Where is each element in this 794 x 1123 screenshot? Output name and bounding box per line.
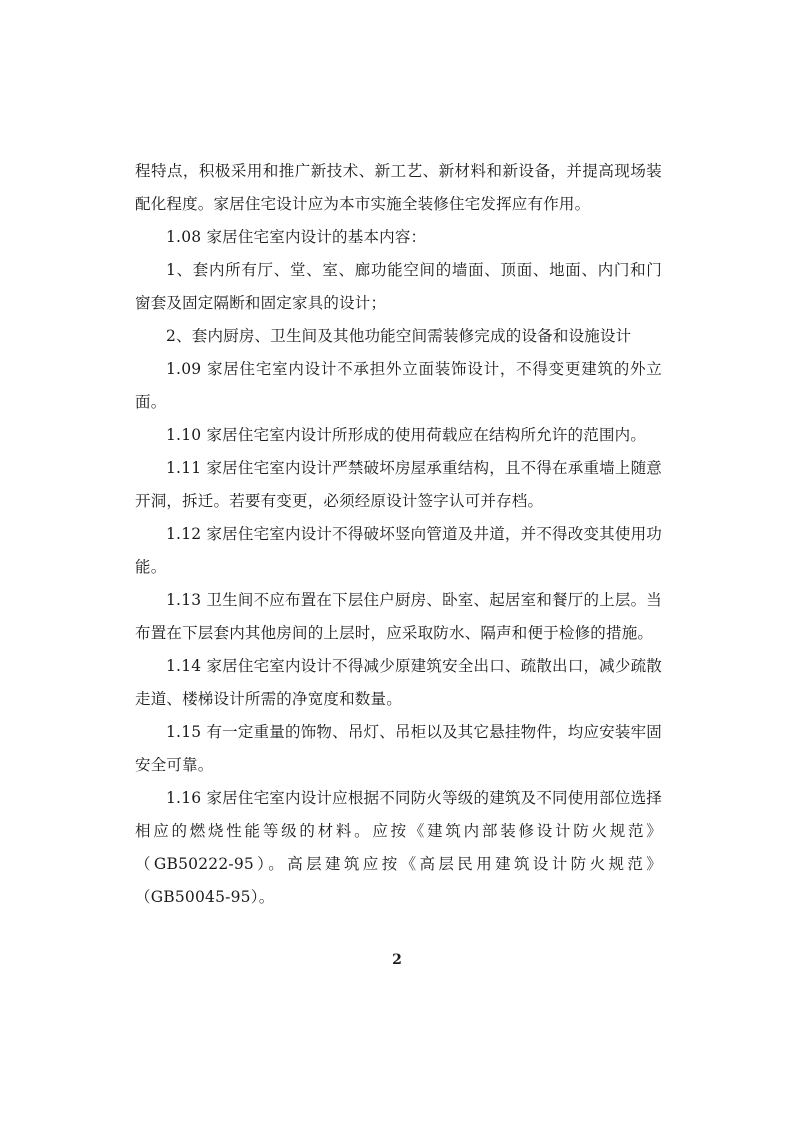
paragraph-item-1: 1、套内所有厅、堂、室、廊功能空间的墙面、顶面、地面、内门和门窗套及固定隔断和固定家具的设计；	[135, 261, 662, 312]
paragraph-1-13: 1.13 卫生间不应布置在下层住户厨房、卧室、起居室和餐厅的上层。当布置在下层套内其他房间的上层时，应采取防水、隔声和便于检修的措施。	[135, 591, 662, 642]
body-text	[135, 155, 662, 914]
paragraph-1-11: 1.11 家居住宅室内设计严禁破坏房屋承重结构，且不得在承重墙上随意开洞，拆迁。若要有变更，必须经原设计签字认可并存档。	[135, 459, 662, 510]
page-number: 2	[392, 952, 402, 968]
paragraph-1-12: 1.12 家居住宅室内设计不得破坏竖向管道及井道，并不得改变其使用功能。	[135, 525, 662, 576]
paragraph-1-16: 1.16 家居住宅室内设计应根据不同防火等级的建筑及不同使用部位选择相应的燃烧性能等级的材料。应按《建筑内部装修设计防火规范》（GB50222-95）。高层建筑应按《高层民用建筑设计防火规范》（GB50045-95）。	[135, 789, 662, 906]
paragraph-1-10: 1.10 家居住宅室内设计所形成的使用荷载应在结构所允许的范围内。	[166, 426, 647, 444]
paragraph-1-14: 1.14 家居住宅室内设计不得减少原建筑安全出口、疏散出口，减少疏散走道、楼梯设计所需的净宽度和数量。	[135, 657, 662, 708]
paragraph-1-15: 1.15 有一定重量的饰物、吊灯、吊柜以及其它悬挂物件，均应安装牢固安全可靠。	[135, 723, 662, 774]
paragraph-1-09: 1.09 家居住宅室内设计不承担外立面装饰设计，不得变更建筑的外立面。	[135, 360, 662, 411]
paragraph-1-08: 1.08 家居住宅室内设计的基本内容：	[166, 228, 427, 246]
paragraph-continuation: 程特点，积极采用和推广新技术、新工艺、新材料和新设备，并提高现场装配化程度。家居住宅设计应为本市实施全装修住宅发挥应有作用。	[135, 162, 662, 213]
paragraph-item-2: 2、套内厨房、卫生间及其他功能空间需装修完成的设备和设施设计	[166, 327, 632, 345]
